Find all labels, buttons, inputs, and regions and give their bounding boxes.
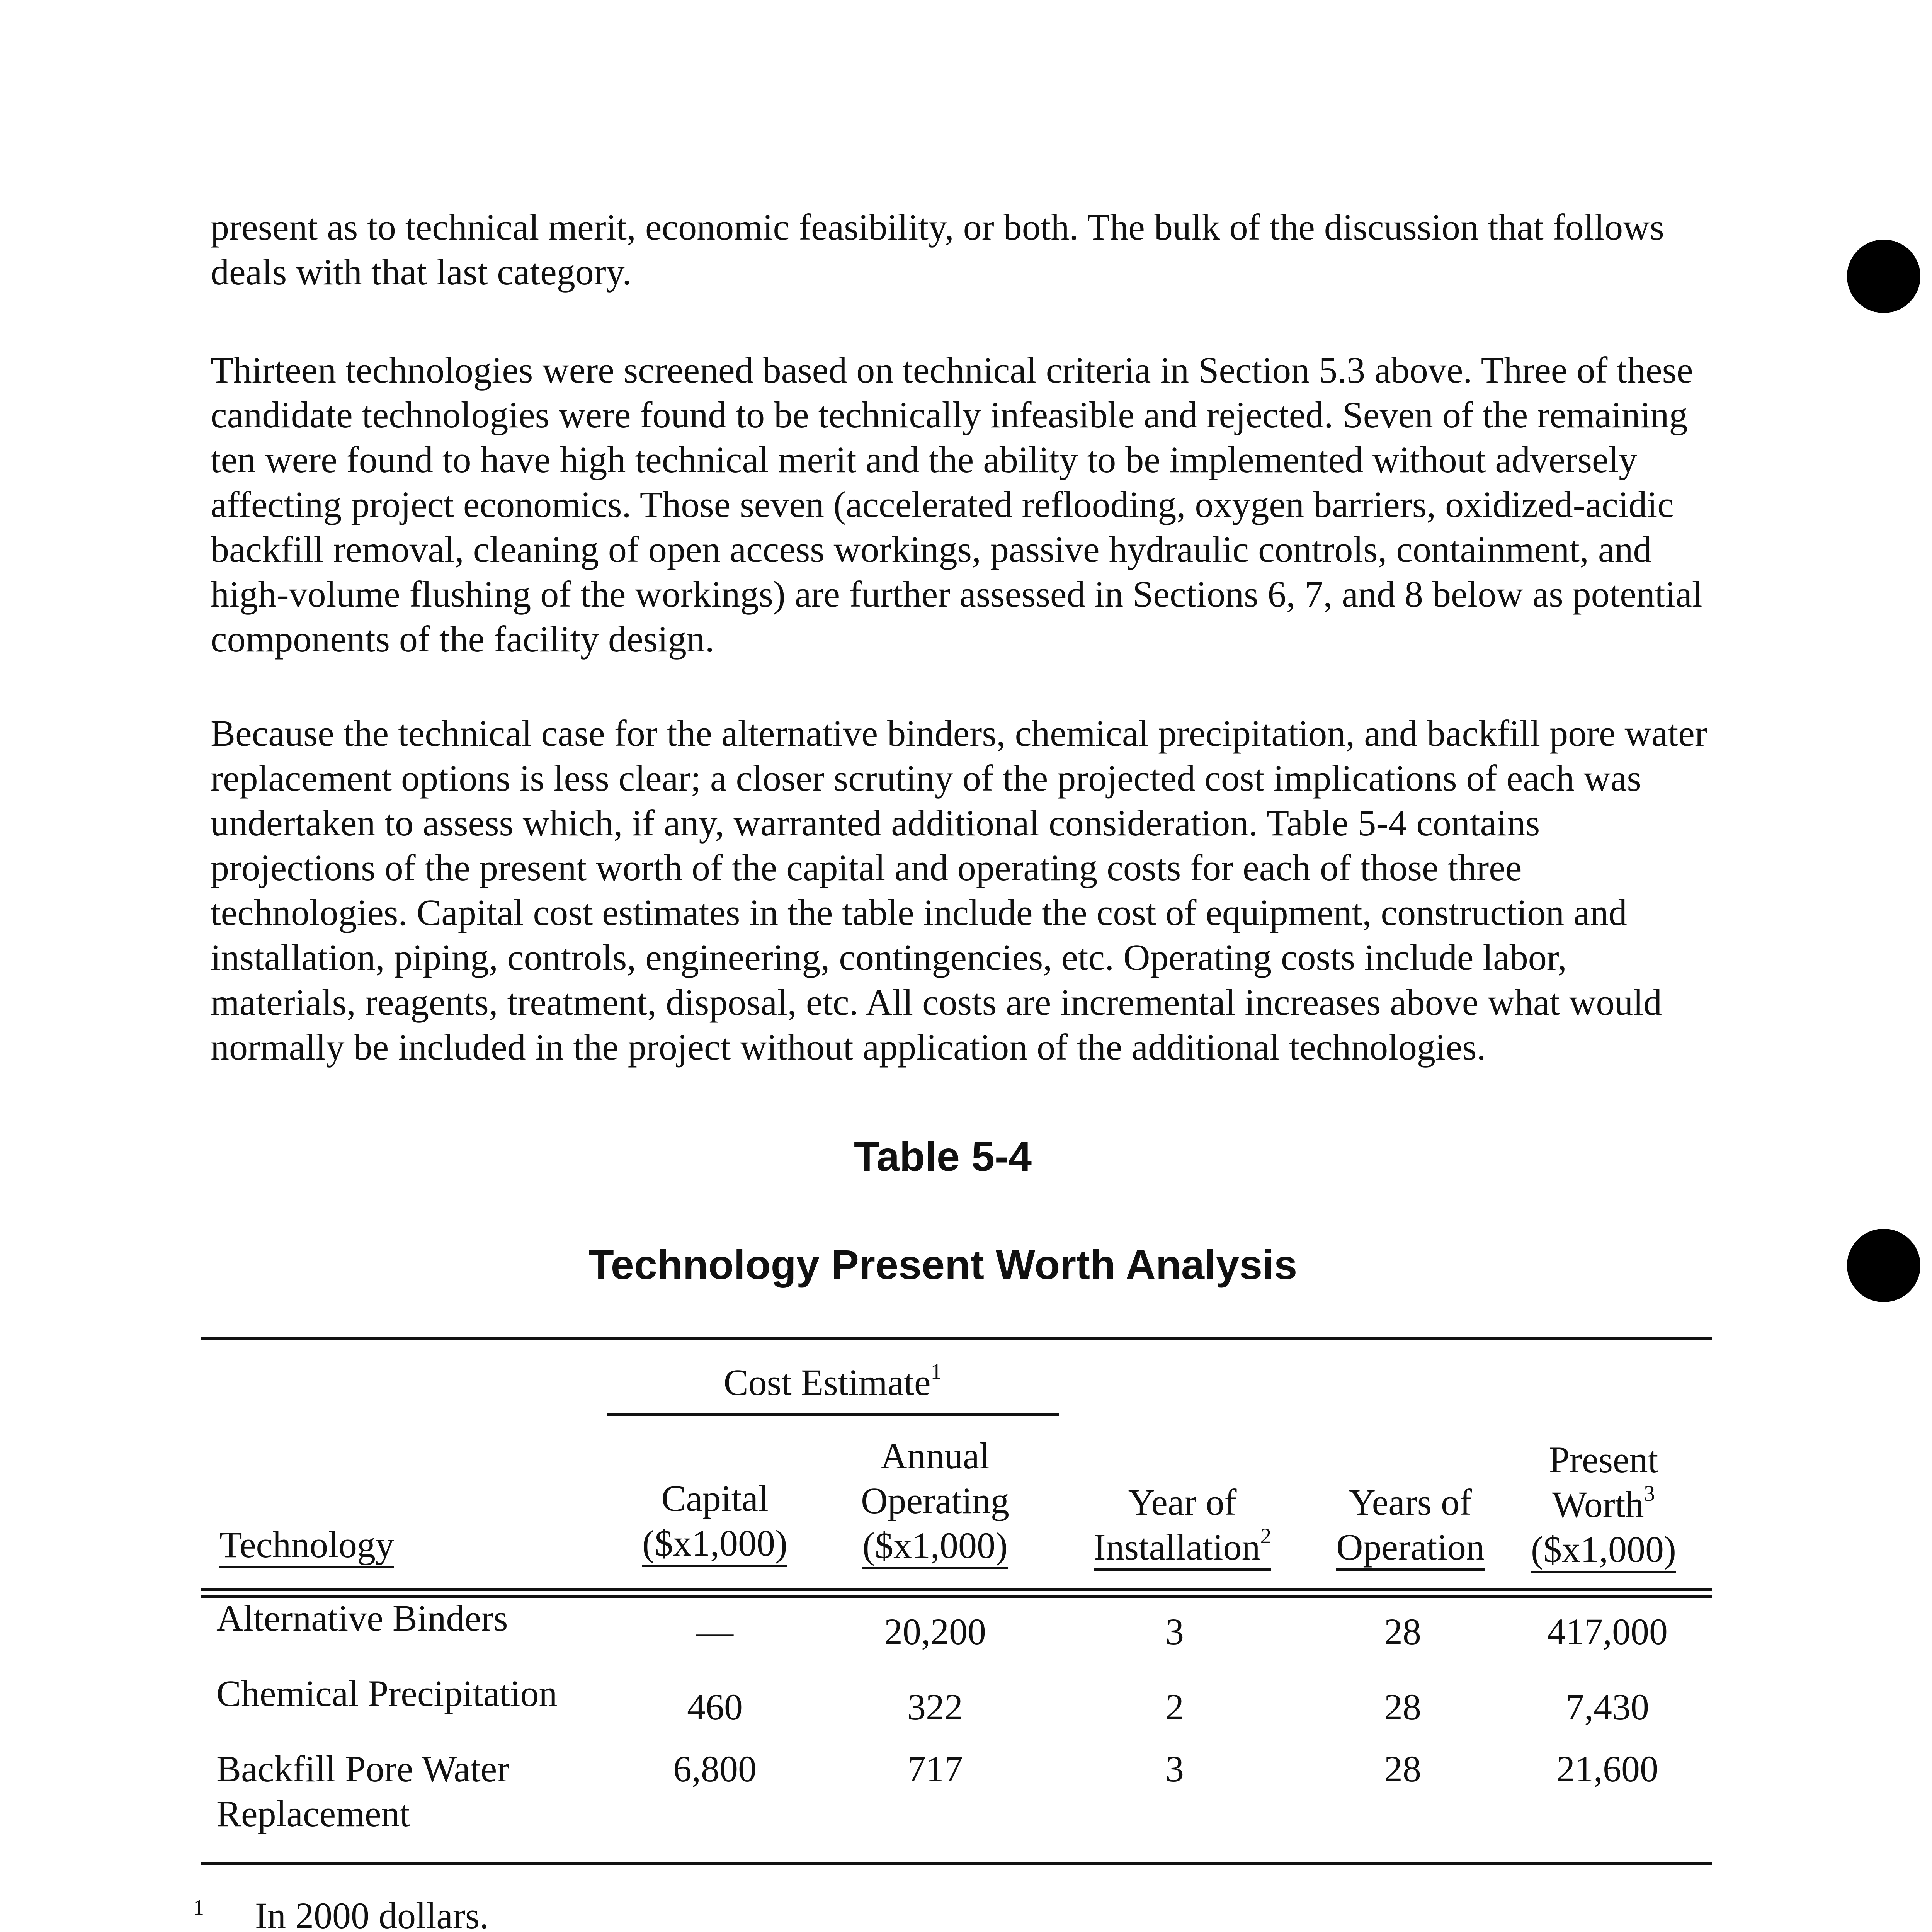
cell-technology: Alternative Binders [216, 1597, 508, 1639]
cell-years-of-operation: 28 [1384, 1611, 1421, 1652]
cell-years-of-operation: 28 [1384, 1686, 1421, 1728]
cell-annual-operating: 717 [907, 1748, 963, 1789]
header-present-worth: Present Worth$^3$ ($x1,000) [1492, 1437, 1716, 1572]
cell-capital: 6,800 [673, 1748, 757, 1789]
header-annual-operating: Annual Operating ($x1,000) [827, 1434, 1043, 1568]
paragraph-3: Because the technical case for the alternative binders, chemical precipitation, and backfill pore water replacement options is less clear; a closer scrutiny of the projected cost implications of each was undertaken to assess which, if any, warranted additional consideration. Table 5-4 contains projections of the present worth of the capital and operating costs for each of those three technologies. Capital cost estimates in the table include the cost of equipment, construction and installation, piping, controls, engineering, contingencies, etc. Operating costs include labor, materials, reagents, treatment, disposal, etc. All costs are incremental increases above what would normally be included in the project without application of the additional technologies. [211, 713, 1707, 1068]
cell-technology: Backfill Pore Water Replacement [216, 1748, 510, 1834]
cell-capital: — [696, 1611, 733, 1652]
header-years-of-operation: Years of Operation [1314, 1480, 1507, 1570]
table-bottom-rule [201, 1862, 1712, 1865]
footnote-text: In 2000 dollars. [255, 1895, 489, 1932]
cell-year-of-installation: 2 [1165, 1686, 1184, 1728]
cell-present-worth: 417,000 [1547, 1611, 1668, 1652]
cell-present-worth: 7,430 [1566, 1686, 1649, 1728]
table-top-rule [201, 1337, 1712, 1340]
table-title: Technology Present Worth Analysis [588, 1241, 1298, 1288]
binder-hole-top [1847, 240, 1920, 313]
cell-present-worth: 21,600 [1556, 1748, 1658, 1789]
table-number: Table 5-4 [854, 1133, 1032, 1180]
cell-capital: 460 [687, 1686, 743, 1728]
header-double-rule-upper [201, 1588, 1712, 1591]
paragraph-1: present as to technical merit, economic feasibility, or both. The bulk of the discussion that follows deals with that last category. [211, 206, 1664, 293]
header-capital: Capital ($x1,000) [607, 1476, 823, 1566]
cell-years-of-operation: 28 [1384, 1748, 1421, 1789]
paragraph-2: Thirteen technologies were screened based on technical criteria in Section 5.3 above. Three of these candidate technologies were found to be technically infeasible and rejected. Seven of the remaining ten were found to have high technical merit and the ability to be implemented without adversely affecting project economics. Those seven (accelerated reflooding, oxygen barriers, oxidized-acidic backfill removal, cleaning of open access workings, passive hydraulic controls, containment, and high-volume flushing of the workings) are further assessed in Sections 6, 7, and 8 below as potential components of the facility design. [211, 349, 1702, 660]
header-year-of-installation: Year of Installation$^2$ [1059, 1480, 1306, 1570]
cell-annual-operating: 322 [907, 1686, 963, 1728]
cell-year-of-installation: 3 [1165, 1748, 1184, 1789]
cell-annual-operating: 20,200 [884, 1611, 986, 1652]
footnote-mark: 1 [193, 1896, 204, 1920]
cell-technology: Chemical Precipitation [216, 1673, 558, 1714]
header-technology: Technology [219, 1522, 606, 1567]
cost-estimate-header: Cost Estimate$^1$ [723, 1359, 942, 1403]
cost-estimate-rule [607, 1413, 1059, 1416]
cell-year-of-installation: 3 [1165, 1611, 1184, 1652]
